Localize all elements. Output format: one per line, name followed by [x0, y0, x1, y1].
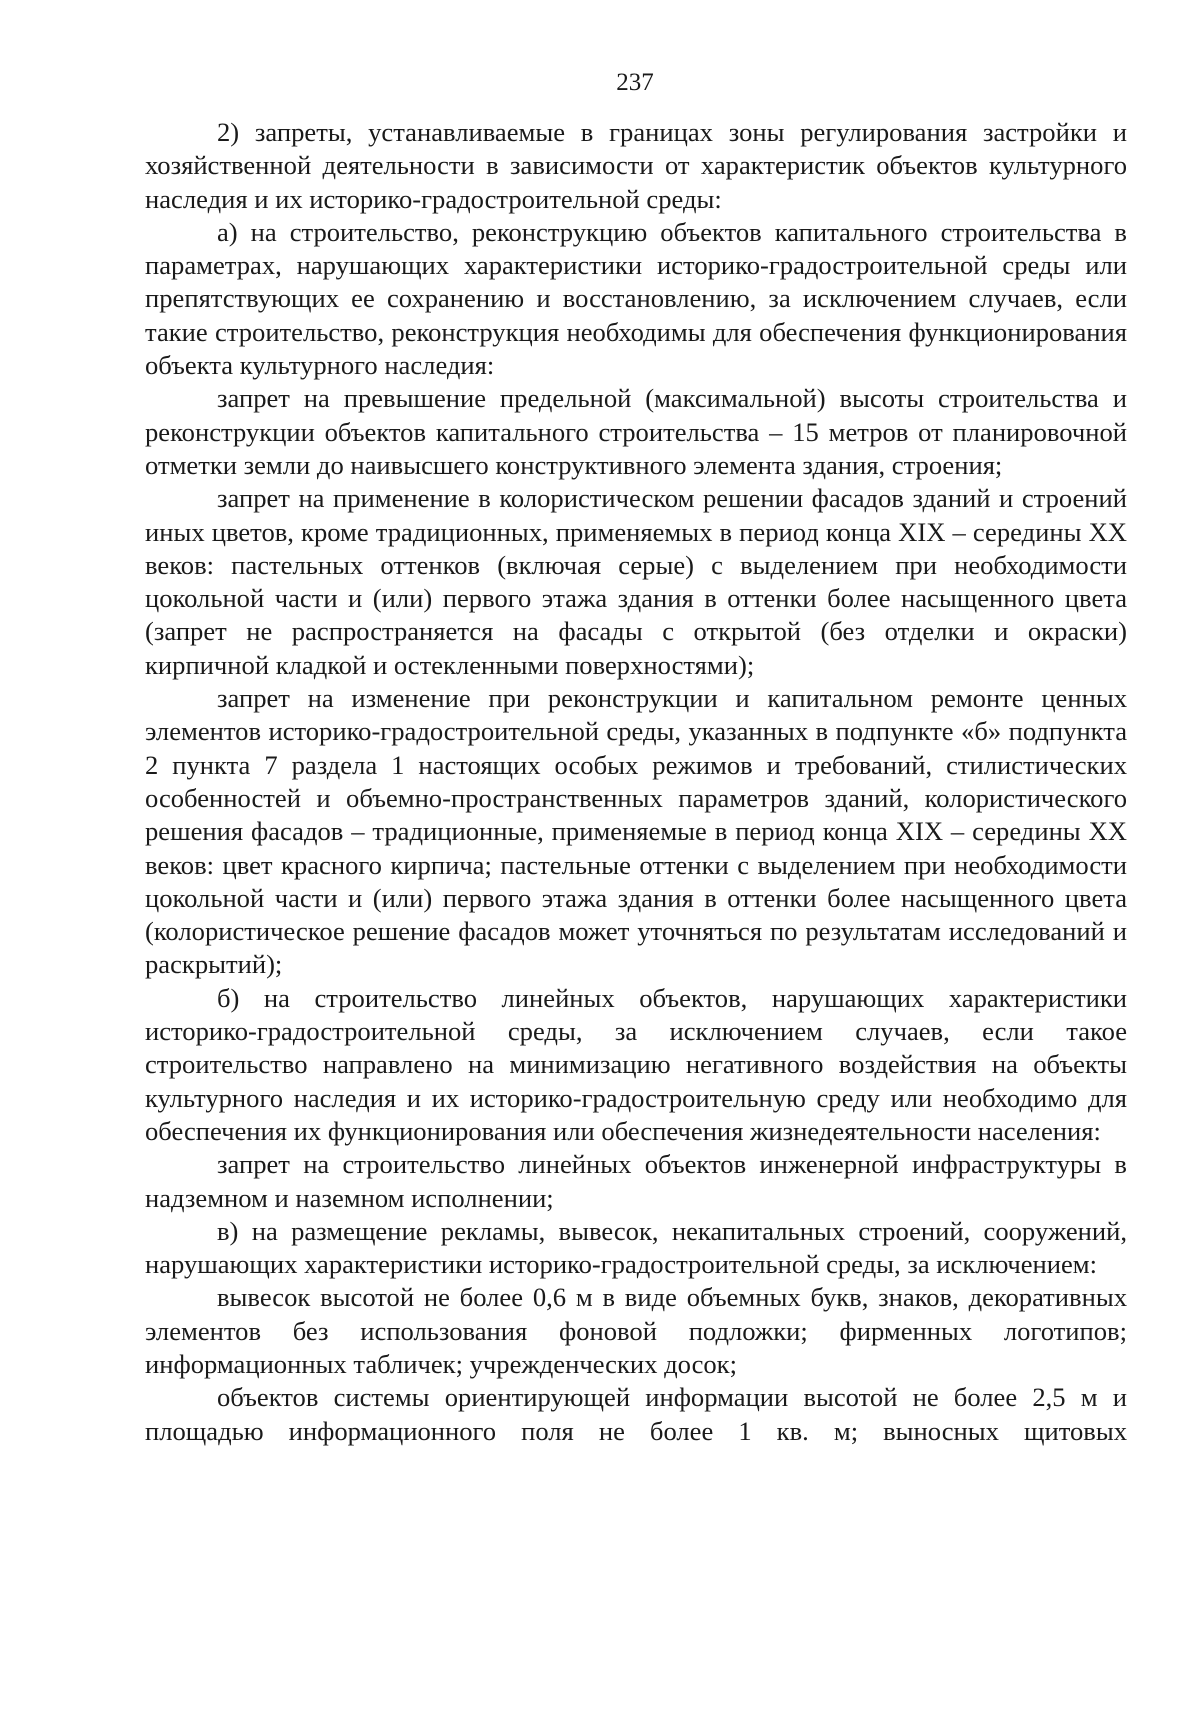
paragraph-section-2-intro: 2) запреты, устанавливаемые в границах зоны регулирования застройки и хозяйственной деятельности в зависимости от характеристик объектов культурного наследия и их историко-градостроительной среды:: [145, 117, 1127, 214]
paragraph-linear-infrastructure: запрет на строительство линейных объектов инженерной инфраструктуры в надземном и наземном исполнении;: [145, 1149, 1127, 1213]
page-number: 237: [616, 69, 654, 96]
paragraph-item-b: б) на строительство линейных объектов, нарушающих характеристики историко-градостроительной среды, за исключением случаев, если такое строительство направлено на минимизацию негативного воздействия на объекты культурного наследия и их историко-градостроительную среду или необходимо для обеспечения их функционирования или обеспечения жизнедеятельности населения:: [145, 982, 1127, 1146]
paragraph-facade-colors: запрет на применение в колористическом решении фасадов зданий и строений иных цветов, кроме традиционных, применяемых в период конца XIX – середины XX веков: пастельных оттенков (включая серые) с выделением при необходимости цокольной части и (или) первого этажа здания в оттенки более насыщенного цвета (запрет не распространяется на фасады с открытой (без отделки и окраски) кирпичной кладкой и остекленными поверхностями);: [145, 483, 1127, 680]
paragraph-orientation-objects: объектов системы ориентирующей информации высотой не более 2,5 м и площадью информационного поля не более 1 кв. м; выносных щитовых: [145, 1382, 1127, 1446]
paragraph-valuable-elements: запрет на изменение при реконструкции и капитальном ремонте ценных элементов историко-градостроительной среды, указанных в подпункте «б» подпункта 2 пункта 7 раздела 1 настоящих особых режимов и требований, стилистических особенностей и объемно-пространственных параметров зданий, колористического решения фасадов – традиционные, применяемые в период конца XIX – середины XX веков: цвет красного кирпича; пастельные оттенки с выделением при необходимости цокольной части и (или) первого этажа здания в оттенки более насыщенного цвета (колористическое решение фасадов может уточняться по результатам исследований и раскрытий);: [145, 683, 1127, 980]
paragraph-signs: вывесок высотой не более 0,6 м в виде объемных букв, знаков, декоративных элементов без использования фоновой подложки; фирменных логотипов; информационных табличек; учрежденческих досок;: [145, 1282, 1127, 1379]
document-body: [145, 116, 1127, 1448]
paragraph-item-a: а) на строительство, реконструкцию объектов капитального строительства в параметрах, нарушающих характеристики историко-градостроительной среды или препятствующих ее сохранению и восстановлению, за исключением случаев, если такие строительство, реконструкция необходимы для обеспечения функционирования объекта культурного наследия:: [145, 216, 1127, 381]
paragraph-item-c: в) на размещение рекламы, вывесок, некапитальных строений, сооружений, нарушающих характеристики историко-градостроительной среды, за исключением:: [145, 1215, 1127, 1280]
paragraph-height-limit: запрет на превышение предельной (максимальной) высоты строительства и реконструкции объектов капитального строительства – 15 метров от планировочной отметки земли до наивысшего конструктивного элемента здания, строения;: [145, 383, 1127, 480]
